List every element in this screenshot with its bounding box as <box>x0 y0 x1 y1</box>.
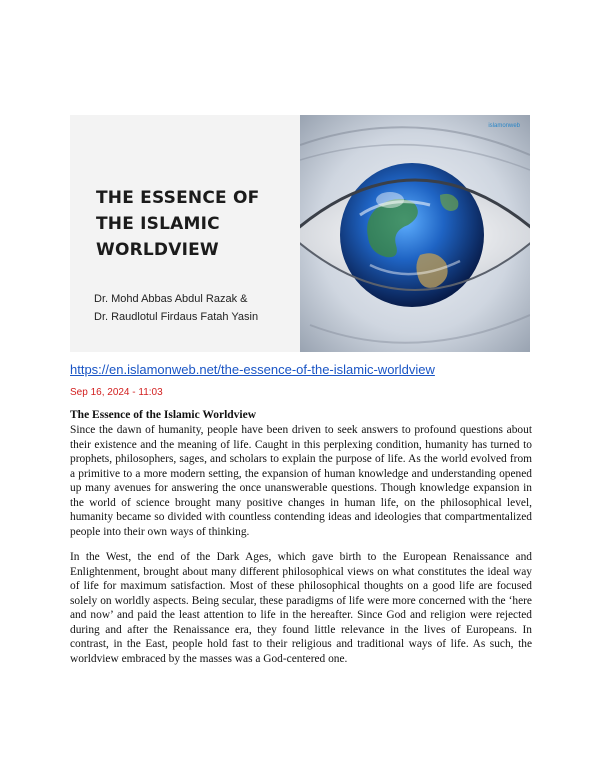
banner-title <box>96 185 306 263</box>
banner-title-line: THE ISLAMIC <box>96 214 220 234</box>
article-paragraph: Since the dawn of humanity, people have been driven to seek answers to profound questions about their existence and the meaning of life. Caught in this perplexing condition, humanity has turned to prophets, philosophers, sages, and scholars to explain the purpose of life. As the world evolved from a primitive to a more modern setting, the expansion of human knowledge and understanding opened up many avenues for answering the once unanswerable questions. Though knowledge expansion in the world of science brought many positive changes in human life, on the philosophical level, humanity became so divided with countless contending ideas and ideologies that compartmentalized people into their own ways of thinking. <box>70 424 532 538</box>
eye-globe-illustration <box>300 115 530 352</box>
banner-author-line: Dr. Raudlotul Firdaus Fatah Yasin <box>94 311 259 323</box>
banner-authors <box>94 290 314 326</box>
islamonweb-logo: islamonweb <box>488 123 520 129</box>
article-heading: The Essence of the Islamic Worldview <box>70 409 257 421</box>
publish-date: Sep 16, 2024 - 11:03 <box>70 387 163 398</box>
banner-text-panel <box>70 115 315 352</box>
banner-title-line: WORLDVIEW <box>96 240 219 260</box>
eye-globe-image <box>300 115 530 352</box>
banner-title-line: THE ESSENCE OF <box>96 188 260 208</box>
article-banner <box>70 115 530 352</box>
source-url-link[interactable]: https://en.islamonweb.net/the-essence-of-the-islamic-worldview <box>70 362 435 377</box>
article-paragraph: In the West, the end of the Dark Ages, which gave birth to the European Renaissance and Enlightenment, brought about many different philosophical views on what constitutes the ideal way of life for maximum satisfaction. Most of these philosophical thoughts on a good life are focused solely on worldly aspects. Being secular, these paradigms of life were more concerned with the ‘here and now’ and paid the least attention to life in the hereafter. Since God and religion were rejected during and after the Renaissance era, they found little relevance in the lives of Europeans. In contrast, in the East, people hold fast to their religious and traditional ways of life. As such, the worldview embraced by the masses was a God-centered one. <box>70 551 532 665</box>
banner-author-line: Dr. Mohd Abbas Abdul Razak & <box>94 293 248 305</box>
